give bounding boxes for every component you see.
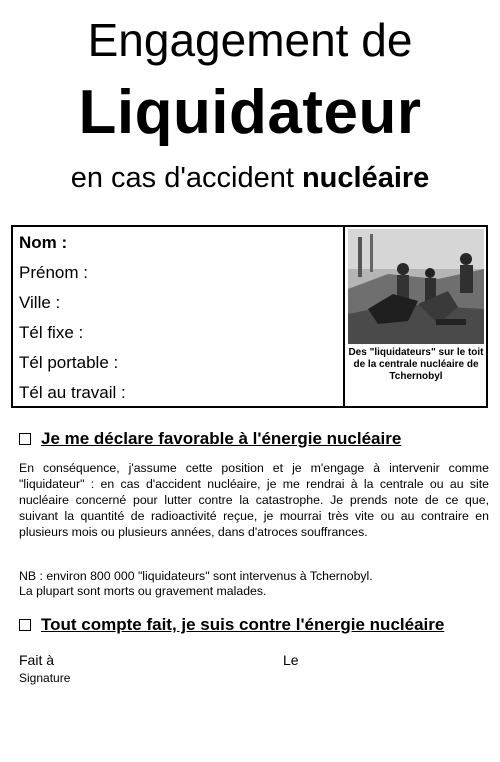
field-tel-travail[interactable]: Tél au travail : [19,383,126,402]
contre-checkbox[interactable] [19,619,31,631]
signature-field[interactable]: Signature [19,671,71,685]
nb-line-2: La plupart sont morts ou gravement malades. [19,584,267,598]
subtitle-bold: nucléaire [301,162,430,194]
option-favorable[interactable] [19,429,401,449]
subtitle [0,160,500,196]
liquidators-photo [348,229,484,344]
contre-label: Tout compte fait, je suis contre l'énergie nucléaire [41,615,445,634]
field-ville[interactable]: Ville : [19,293,61,312]
field-tel-portable[interactable]: Tél portable : [19,353,119,372]
nb-line-1: NB : environ 800 000 "liquidateurs" sont intervenus à Tchernobyl. [19,569,373,583]
photo-caption: Des "liquidateurs" sur le toit de la centrale nucléaire de Tchernobyl [348,347,484,382]
liquidators-photo-image [348,229,484,344]
date-field[interactable]: Le [283,652,299,668]
fait-a-field[interactable]: Fait à [19,652,55,668]
contact-fields [13,227,345,406]
favorable-checkbox[interactable] [19,433,31,445]
title-liquidateur: Liquidateur [78,78,422,147]
title-engagement: Engagement de [87,14,413,66]
contact-form-box [11,225,488,408]
field-prenom[interactable]: Prénom : [19,263,88,282]
favorable-label: Je me déclare favorable à l'énergie nucléaire [41,429,402,448]
option-contre[interactable] [19,615,444,635]
subtitle-prefix: en cas d'accident [70,162,302,194]
engagement-paragraph: En conséquence, j'assume cette position et je m'engage à intervenir comme "liquidateur" : en cas d'accident nucléaire, je me rendrai à la centrale ou au site nucléaire concerné pour lutter contre la catastrophe. Je prends note de ce que, suivant la quantité de radioactivité reçue, je mourrai très vite ou au contraire en plusieurs mois ou plusieurs années, dans d'atroces souffrances. [19,461,489,539]
photo-panel [346,227,486,406]
field-tel-fixe[interactable]: Tél fixe : [19,323,84,342]
field-nom[interactable]: Nom : [19,233,68,252]
